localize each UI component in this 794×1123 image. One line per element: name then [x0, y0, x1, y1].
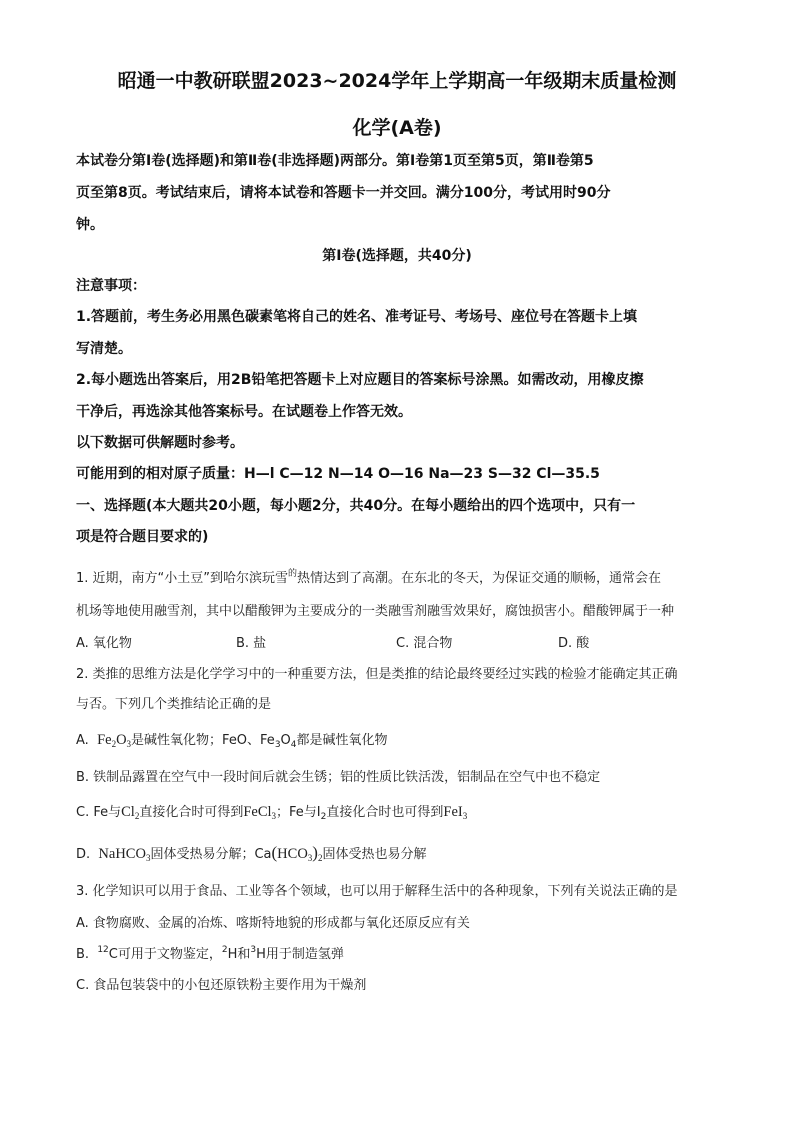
reference-note: 以下数据可供解题时参考。 [76, 435, 244, 451]
part-heading-line-1: 一、选择题(本大题共20小题，每小题2分，共40分。在每小题给出的四个选项中，只有一 [76, 498, 636, 514]
note-2-line-2: 干净后，再选涂其他答案标号。在试题卷上作答无效。 [76, 404, 412, 420]
part-heading-line-2: 项是符合题目要求的) [76, 529, 209, 545]
atomic-masses: 可能用到的相对原子质量：H—l C—12 N—14 O—16 Na—23 S—32 Cl—35.5 [76, 466, 600, 482]
q2-option-c: C. Fe与$Cl_2$直接化合时可得到FeCl$_3$；Fe与$I_2$直接化合时也可得到FeI$_3$ [76, 804, 468, 822]
q1-stem-line-1: 1. 近期，南方“小土豆”到哈尔滨玩雪$^的$热情达到了高潮。在东北的冬天，为保证交通的顺畅，通常会在 [76, 569, 662, 586]
q3-option-a: A. 食物腐败、金属的冶炼、喀斯特地貌的形成都与氧化还原反应有关 [76, 916, 470, 931]
note-2-line-1: 2.每小题选出答案后，用2B铅笔把答题卡上对应题目的答案标号涂黑。如需改动，用橡皮擦 [76, 372, 644, 388]
note-1-line-2: 写清楚。 [76, 341, 132, 357]
intro-line-2: 页至第8页。考试结束后，请将本试卷和答题卡一并交回。满分100分，考试用时90分 [76, 185, 611, 201]
q1-option-b: B. 盐 [236, 636, 267, 651]
note-1-line-1: 1.答题前，考生务必用黑色碳素笔将自己的姓名、准考证号、考场号、座位号在答题卡上填 [76, 309, 638, 325]
q2-option-d: D. NaHCO$_3$固体受热易分解；$Ca(HCO_3)_2$固体受热也易分解 [76, 843, 427, 863]
notes-heading: 注意事项： [76, 278, 146, 294]
q3-option-b: B. $^{12}$C可用于文物鉴定，$^2$H和$^3$H用于制造氢弹 [76, 945, 344, 962]
q1-option-a: A. 氧化物 [76, 636, 132, 651]
q3-stem: 3. 化学知识可以用于食品、工业等各个领域，也可以用于解释生活中的各种现象，下列有关说法正确的是 [76, 884, 678, 899]
q2-option-b: B. 铁制品露置在空气中一段时间后就会生锈；铝的性质比铁活泼，铝制品在空气中也不稳定 [76, 770, 601, 785]
q3-option-c: C. 食品包装袋中的小包还原铁粉主要作用为干燥剂 [76, 978, 367, 993]
q2-stem-line-1: 2. 类推的思维方法是化学学习中的一种重要方法，但是类推的结论最终要经过实践的检验才能确定其正确 [76, 667, 678, 682]
exam-title: 昭通一中教研联盟2023~2024学年上学期高一年级期末质量检测 [117, 70, 677, 92]
q1-option-c: C. 混合物 [396, 636, 453, 651]
q2-option-a: A. $Fe_2O_3$是碱性氧化物；FeO、$Fe_3O_4$都是碱性氧化物 [76, 732, 388, 750]
intro-line-3: 钟。 [76, 217, 104, 233]
q1-option-d: D. 酸 [558, 636, 590, 651]
q1-stem-line-2: 机场等地使用融雪剂，其中以醋酸钾为主要成分的一类融雪剂融雪效果好，腐蚀损害小。醋酸钾属于一种 [76, 604, 675, 619]
intro-line-1: 本试卷分第Ⅰ卷(选择题)和第Ⅱ卷(非选择题)两部分。第Ⅰ卷第1页至第5页，第Ⅱ卷第5 [76, 153, 594, 169]
section-title: 第Ⅰ卷(选择题，共40分) [322, 248, 472, 264]
q2-stem-line-2: 与否。下列几个类推结论正确的是 [76, 697, 272, 712]
exam-subtitle: 化学(A卷) [352, 117, 442, 139]
